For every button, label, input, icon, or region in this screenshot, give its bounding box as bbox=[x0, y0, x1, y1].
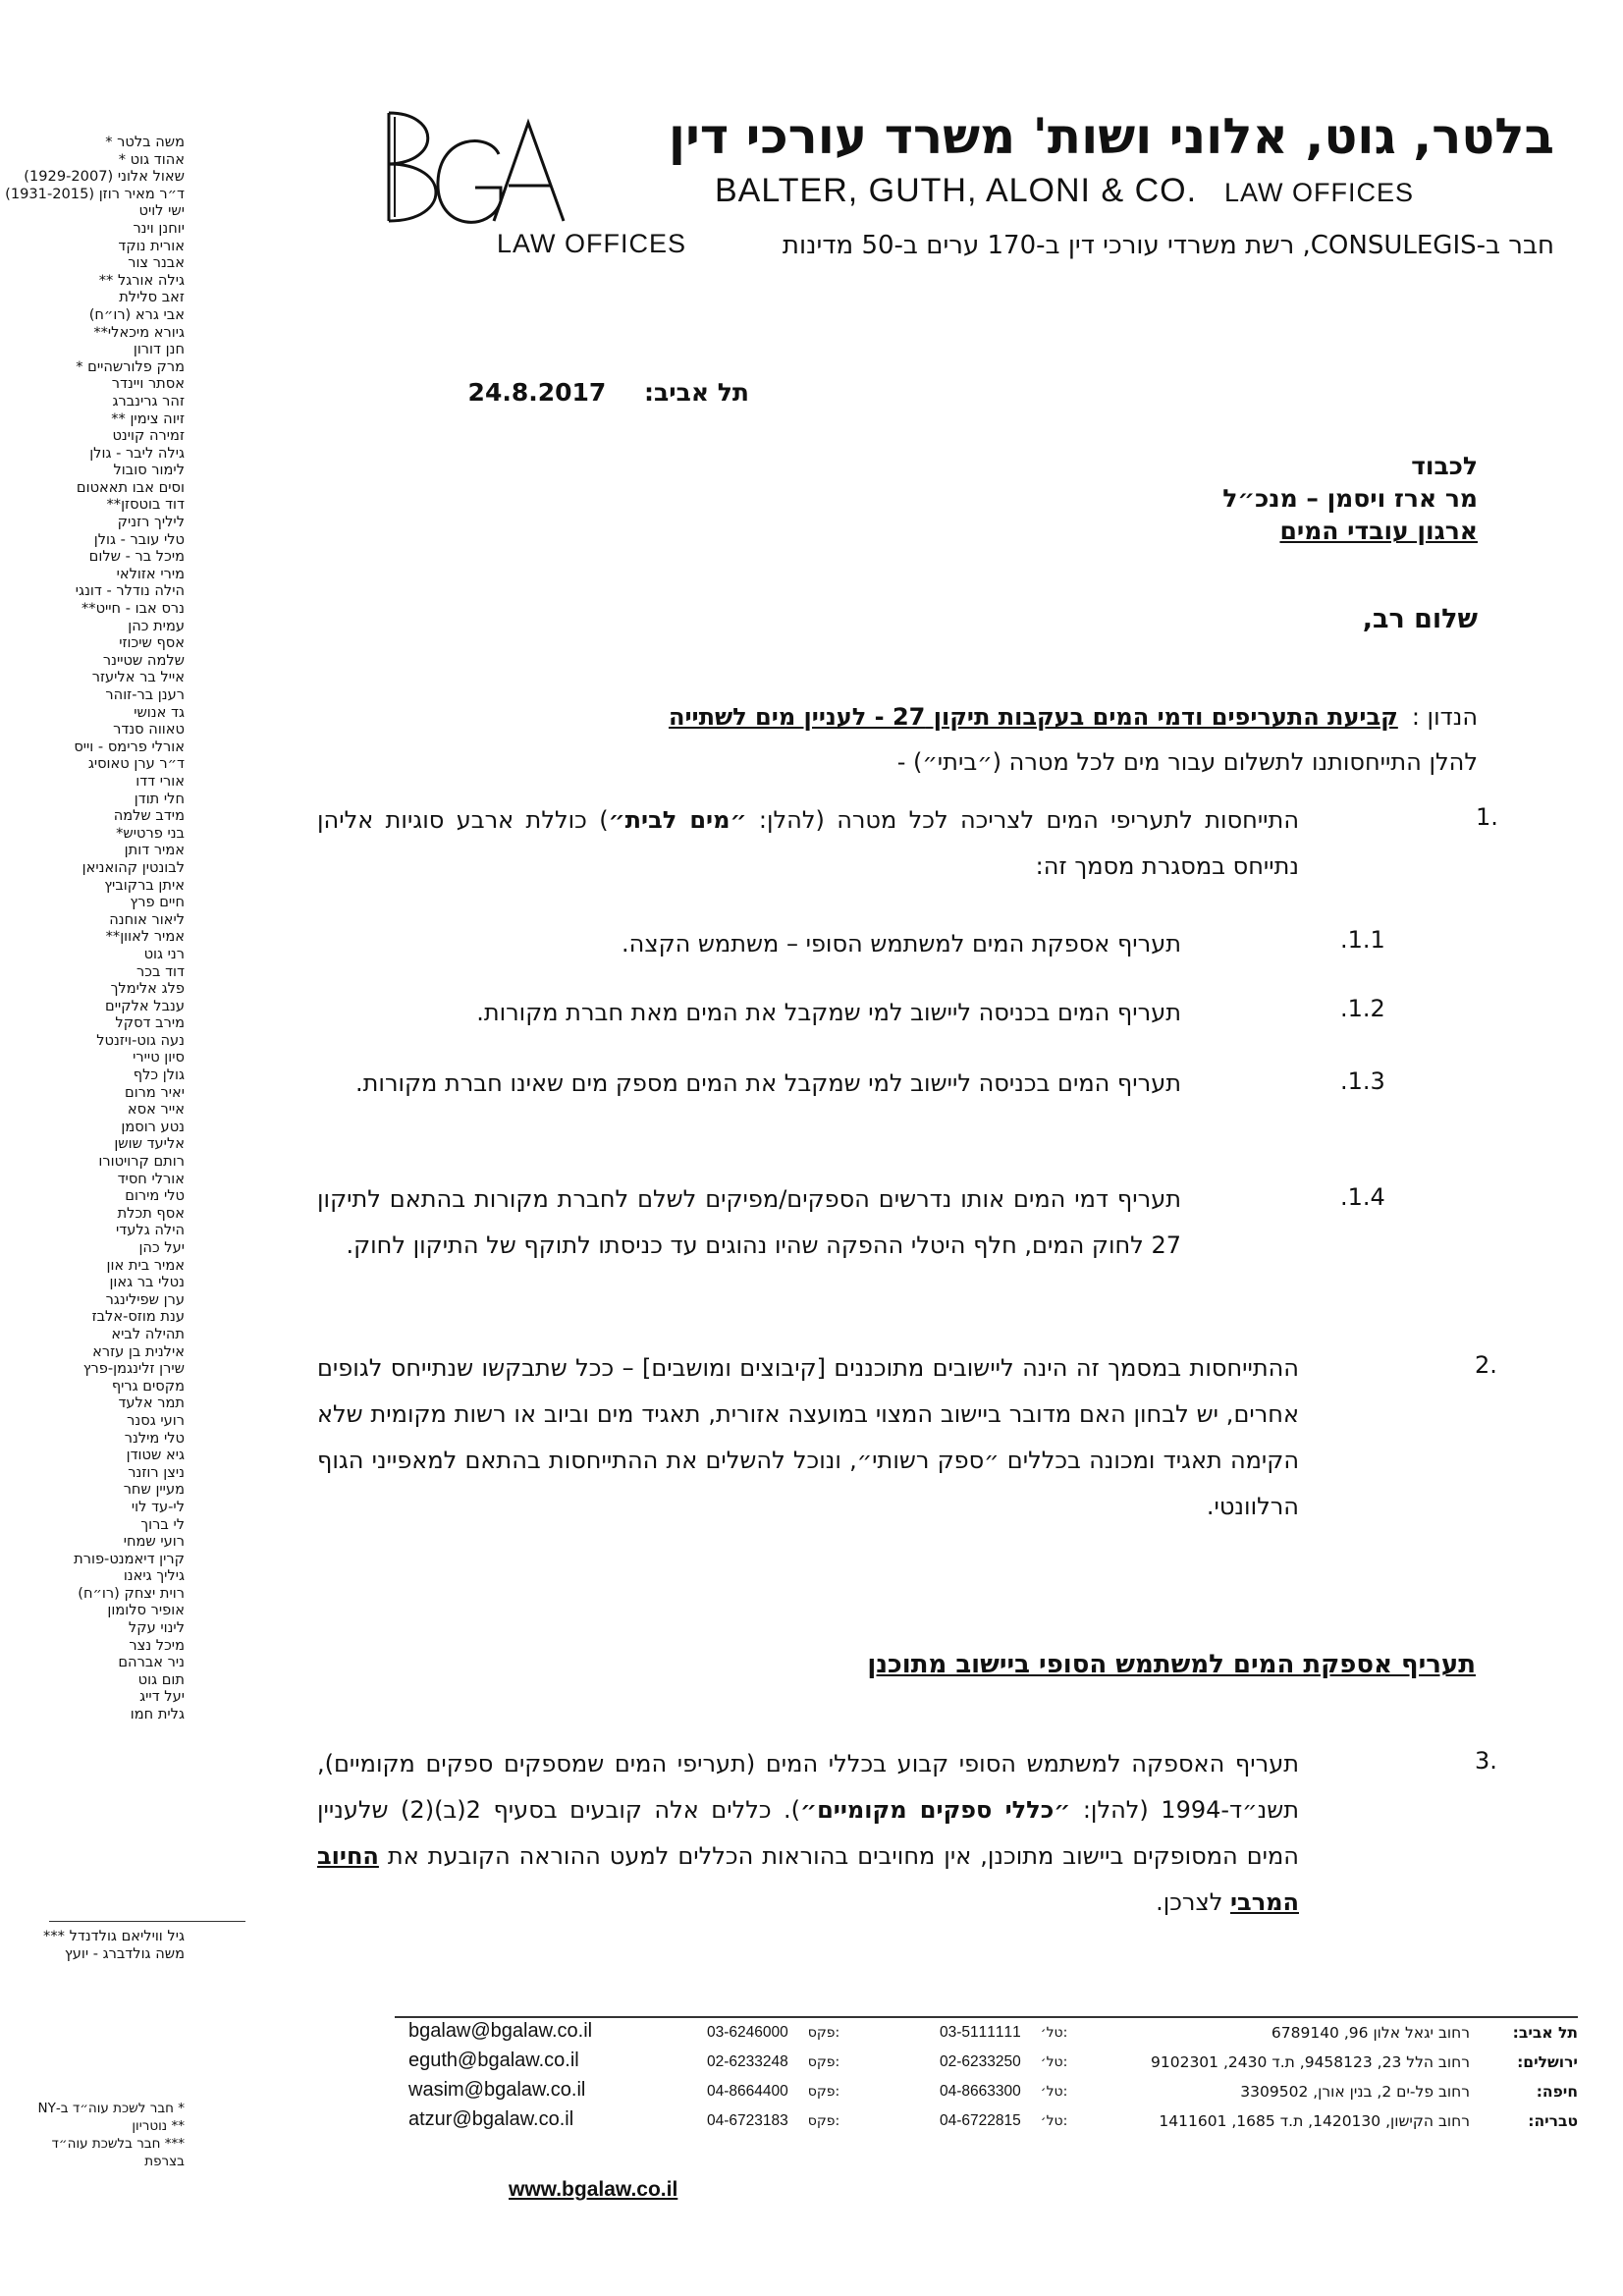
partner-name: שירן זלינגמן-פרץ bbox=[82, 1360, 185, 1378]
partner-name: יאיר מרום bbox=[125, 1083, 185, 1101]
partner-name: אבנר צור bbox=[128, 254, 185, 272]
website-link[interactable]: www.bgalaw.co.il bbox=[509, 2178, 678, 2201]
partner-name: חלי תודן bbox=[134, 790, 185, 807]
partner-name: מקסים גריף bbox=[111, 1377, 185, 1394]
partner-name: מירי אזולאי bbox=[116, 565, 185, 582]
office-address: רחוב יגאל אלון 96, 6789140 bbox=[1271, 2024, 1470, 2042]
footnote-line: בצרפת bbox=[144, 2154, 185, 2169]
partner-name: אליעד שושן bbox=[114, 1135, 185, 1153]
to-organization: ארגון עובדי המים bbox=[1279, 517, 1478, 545]
partner-name: מיכל נצר bbox=[129, 1636, 185, 1654]
partner-name: רענן בר-זוהר bbox=[105, 686, 185, 703]
partner-name: אייר אסא bbox=[127, 1101, 185, 1119]
partner-name: לי ברוך bbox=[140, 1515, 185, 1533]
office-email[interactable]: atzur@bgalaw.co.il bbox=[408, 2108, 574, 2130]
partner-name: ניצן רוזנר bbox=[128, 1463, 185, 1481]
p3-term: ״כללי ספקים מקומיים״ bbox=[800, 1796, 1071, 1824]
section-heading: תעריף אספקת המים למשתמש הסופי ביישוב מתוכנן bbox=[867, 1650, 1476, 1679]
partner-name: סיון טיירי bbox=[133, 1049, 185, 1066]
paragraph-number: .1.4 bbox=[1340, 1183, 1385, 1211]
partner-name: לבונטין קהואניאן bbox=[81, 858, 185, 876]
subject-intro: להלן התייחסותנו לתשלום עבור מים לכל מטרה (״ביתי״) - bbox=[896, 748, 1478, 776]
partner-name: עמית כהן bbox=[128, 617, 185, 634]
partner-name: אופיר סלומון bbox=[107, 1602, 185, 1619]
partner-name: גיליך גיאנו bbox=[123, 1567, 185, 1585]
footer-contacts bbox=[395, 2022, 1578, 2155]
membership-line: חבר ב-CONSULEGIS, רשת משרדי עורכי דין ב-170 ערים ב-50 מדינות bbox=[782, 231, 1554, 260]
office-address: רחוב פל-ים 2, בנין אורן, 3309502 bbox=[1240, 2083, 1470, 2101]
partner-name: גלית חמו bbox=[130, 1706, 185, 1723]
partner-name: לינוי עקל bbox=[128, 1619, 185, 1637]
partner-name: גד אנושי bbox=[134, 703, 185, 721]
phone-label: טל׳: bbox=[1040, 2113, 1068, 2129]
partner-name: אמיר בית און bbox=[106, 1256, 185, 1274]
paragraph-1-1: תעריף אספקת המים למשתמש הסופי – משתמש הקצה. bbox=[622, 930, 1181, 957]
office-fax bbox=[707, 2024, 923, 2042]
partner-name: אורלי פרימס - וייס bbox=[74, 738, 185, 755]
fax-label: פקס: bbox=[807, 2113, 840, 2129]
partner-name: מירב דסקל bbox=[115, 1014, 185, 1032]
partner-name: יעל כהן bbox=[138, 1239, 185, 1256]
partner-name: אייל בר אליעזר bbox=[91, 669, 185, 686]
partner-name: הילה נודלר - דונגי bbox=[75, 582, 185, 600]
letter-date: 24.8.2017 bbox=[467, 378, 607, 407]
partner-name: אורי דדו bbox=[135, 772, 185, 790]
partner-name: משה בלטר * bbox=[105, 134, 185, 150]
partner-name: נטע רוסמן bbox=[121, 1118, 185, 1135]
partner-name: רועי שמחי bbox=[123, 1533, 185, 1551]
partner-name: יוחנן וינר bbox=[133, 219, 185, 237]
partner-name: דוד בוטסזן** bbox=[106, 496, 185, 514]
partner-name: נעה גוט-ויזנטל bbox=[96, 1031, 185, 1049]
p3-text-a: תעריף האספקה למשתמש הסופי קבוע בכללי המים (תעריפי המים שמספקים ספקים מקומיים), תשנ״ד-1994 (להלן: bbox=[317, 1750, 1299, 1824]
partner-name: גילה אורגל ** bbox=[98, 271, 185, 289]
paragraph-1-4: תעריף דמי המים אותו נדרשים הספקים/מפיקים לשלם לחברת מקורות בהתאם לתיקון 27 לחוק המים, חלף היטלי ההפקה שהיו נהוגים עד כניסתו לתוקף של התיקון לחוק. bbox=[317, 1185, 1181, 1259]
partner-name: טלי עובר - גולן bbox=[93, 530, 185, 548]
partner-name: תום גוט bbox=[137, 1670, 185, 1688]
partner-name: נטלי בר גאון bbox=[109, 1274, 185, 1291]
office-phone bbox=[940, 2083, 1146, 2101]
paragraph-number: .1.1 bbox=[1340, 926, 1385, 954]
partner-name: אהוד גוט * bbox=[118, 150, 185, 168]
office-city: חיפה: bbox=[1536, 2083, 1578, 2101]
phone-label: טל׳: bbox=[1040, 2084, 1068, 2100]
fax-number: 04-8664400 bbox=[707, 2083, 788, 2100]
paragraph-3 bbox=[317, 1741, 1299, 1926]
paragraph-1 bbox=[317, 797, 1299, 890]
to-label: לכבוד bbox=[1411, 452, 1478, 480]
partner-name: מעיין שחר bbox=[123, 1481, 185, 1499]
office-address: רחוב הלל 23, 9458123, ת.ד 2430, 9102301 bbox=[1151, 2053, 1470, 2071]
footnote-line: * חבר לשכת עוה״ד ב-NY bbox=[37, 2101, 185, 2116]
partner-name: טלי מילנר bbox=[124, 1429, 185, 1447]
firm-name-en-suffix: LAW OFFICES bbox=[1224, 178, 1415, 207]
partner-name: זמירה קוינט bbox=[112, 427, 185, 445]
partner-name: ד״ר מאיר רוזן (1931-2015) bbox=[5, 185, 185, 202]
partner-name: מרק פלורשהיים * bbox=[76, 357, 185, 375]
office-city: ירושלים: bbox=[1517, 2053, 1578, 2071]
partner-name: גיא שטודן bbox=[126, 1447, 185, 1464]
partner-name: רועי גסנר bbox=[127, 1411, 185, 1429]
paragraph-number: 3. bbox=[1475, 1747, 1497, 1775]
partner-name: גיורא מיכאלי** bbox=[93, 323, 185, 341]
partner-name: אסתר ויינדר bbox=[111, 375, 185, 393]
p1-term: ״מים לבית״ bbox=[608, 806, 747, 834]
partner-name: חנן דורון bbox=[133, 341, 185, 358]
office-fax bbox=[707, 2112, 923, 2130]
phone-number: 04-6722815 bbox=[940, 2112, 1021, 2129]
office-city: תל אביב: bbox=[1512, 2024, 1578, 2042]
fax-label: פקס: bbox=[807, 2084, 840, 2100]
firm-name-en-main: BALTER, GUTH, ALONI & CO. bbox=[715, 172, 1198, 209]
footnote-line: *** חבר בלשכת עוה״ד bbox=[51, 2136, 185, 2152]
office-address: רחוב הקישון, 1420130, ת.ד 1685, 1411601 bbox=[1159, 2112, 1470, 2130]
office-city: טבריה: bbox=[1528, 2112, 1578, 2130]
p3-text-c: לצרכן. bbox=[1156, 1888, 1230, 1916]
paragraph-number: .1.3 bbox=[1340, 1067, 1385, 1095]
footer-divider bbox=[395, 2016, 1578, 2018]
partner-name: הילה גלעדי bbox=[116, 1222, 185, 1239]
to-name: מר ארז ויסמן – מנכ״ל bbox=[1222, 484, 1478, 513]
partner-name: זאב סלילת bbox=[119, 289, 185, 306]
p3-term-2: החיוב המרבי bbox=[317, 1842, 1299, 1916]
partner-name: מיכל בר - שלום bbox=[88, 548, 185, 566]
phone-label: טל׳: bbox=[1040, 2025, 1068, 2041]
firm-logo bbox=[381, 103, 685, 260]
footnote-line: ** נוטריון bbox=[132, 2118, 185, 2134]
phone-number: 02-6233250 bbox=[940, 2053, 1021, 2070]
partner-name: יעל דייג bbox=[139, 1688, 185, 1706]
partner-name: תמר אלעד bbox=[118, 1394, 185, 1412]
partner-name: דוד בכר bbox=[136, 962, 185, 980]
partner-name: קרין דיאמנט-פורת bbox=[74, 1550, 185, 1567]
recipient-block bbox=[1222, 450, 1478, 547]
partner-name: אסף שיכוזי bbox=[119, 634, 185, 652]
partner-name: נרס אבו - חייט** bbox=[81, 600, 185, 618]
office-email[interactable]: eguth@bgalaw.co.il bbox=[408, 2050, 579, 2071]
office-fax bbox=[707, 2053, 923, 2071]
partner-name: אילנית בן עזרא bbox=[92, 1342, 185, 1360]
office-fax bbox=[707, 2083, 923, 2101]
firm-name-hebrew: בלטר, גוט, אלוני ושות' משרד עורכי דין bbox=[668, 108, 1554, 165]
partner-name: ענבל אלקיים bbox=[105, 997, 185, 1014]
partner-name: ישי לויט bbox=[138, 202, 185, 220]
subject-line bbox=[669, 703, 1478, 731]
partner-name: פלג אלימלך bbox=[110, 980, 185, 998]
office-phone bbox=[940, 2053, 1146, 2071]
fax-number: 02-6233248 bbox=[707, 2053, 788, 2070]
partners-divider bbox=[49, 1921, 245, 1922]
partners-list bbox=[0, 134, 185, 1723]
partner-name: שלמה שטיינר bbox=[102, 651, 185, 669]
partner-name: אורית נוקד bbox=[118, 237, 185, 254]
date-line bbox=[468, 378, 749, 407]
p3-text-b: ). כללים אלה קובעים בסעיף 2(ב)(2) שלעניין המים המסופקים ביישוב מתוכנן, אין מחויבים בהוראות הכללים למעט ההוראה הקובעת את bbox=[317, 1796, 1299, 1870]
partner-name: זהר גרינברג bbox=[112, 392, 185, 410]
place-label: תל אביב: bbox=[644, 378, 749, 407]
partner-name: לי-עד לוי bbox=[131, 1498, 185, 1515]
paragraph-number: 1. bbox=[1476, 803, 1498, 831]
subject-label: הנדון : bbox=[1411, 703, 1478, 731]
partner-name: רוית יצחק (רו״ח) bbox=[78, 1584, 185, 1602]
partner-name: רותם קרויטורו bbox=[98, 1153, 185, 1171]
partner-name: ליליך רזניק bbox=[117, 514, 185, 531]
office-row bbox=[395, 2108, 1578, 2142]
partner-name: וסים אבו תאאטום bbox=[76, 478, 185, 496]
partner-name: ליאור אוחנה bbox=[109, 910, 185, 928]
greeting: שלום רב, bbox=[1362, 604, 1478, 634]
partner-name: ד״ר ערן טאוסיג bbox=[87, 755, 185, 773]
partner-name: שאול אלוני (1929-2007) bbox=[24, 168, 185, 186]
paragraph-1-3: תעריף המים בכניסה ליישוב למי שמקבל את המים מספק מים שאינו חברת מקורות. bbox=[355, 1069, 1181, 1097]
partner-name: גילה ליבר - גולן bbox=[89, 444, 185, 462]
office-phone bbox=[940, 2112, 1146, 2130]
partner-name: אבי גרא (רו״ח) bbox=[88, 305, 185, 323]
office-phone bbox=[940, 2024, 1146, 2042]
partner-name: משה גולדברג - יועץ bbox=[64, 1945, 185, 1962]
partner-name: גולן כלף bbox=[133, 1066, 185, 1084]
partner-name: בני פרטיש* bbox=[116, 824, 185, 842]
fax-number: 03-6246000 bbox=[707, 2024, 788, 2041]
firm-name-english bbox=[715, 172, 1414, 210]
p1-text-a: התייחסות לתעריפי המים לצריכה לכל מטרה (להלן: bbox=[746, 806, 1300, 834]
partner-name: לימור סובול bbox=[113, 462, 185, 479]
partner-name: ענת מוזס-אלבז bbox=[91, 1308, 185, 1326]
partner-name: אמיר לאוון** bbox=[105, 928, 185, 946]
partner-name: תהילה לביא bbox=[111, 1325, 185, 1342]
fax-label: פקס: bbox=[807, 2054, 840, 2070]
phone-number: 03-5111111 bbox=[940, 2024, 1021, 2041]
partner-name: טלי מירום bbox=[125, 1187, 185, 1205]
logo-caption: LAW OFFICES bbox=[497, 229, 687, 258]
partner-name: איתן ברקוביץ bbox=[104, 876, 185, 894]
partner-name: אורלי חסיד bbox=[117, 1170, 185, 1187]
partner-name: אסף תכלת bbox=[117, 1204, 185, 1222]
office-email[interactable]: wasim@bgalaw.co.il bbox=[408, 2079, 586, 2101]
partner-name: ניר אברהם bbox=[118, 1654, 185, 1671]
paragraph-1-2: תעריף המים בכניסה ליישוב למי שמקבל את המים מאת חברת מקורות. bbox=[476, 999, 1181, 1026]
paragraph-number: 2. bbox=[1475, 1351, 1497, 1379]
fax-number: 04-6723183 bbox=[707, 2112, 788, 2129]
p1-text-b: ) כוללת ארבע סוגיות אליהן נתייחס במסגרת מסמך זה: bbox=[317, 806, 1299, 880]
paragraph-2: ההתייחסות במסמך זה הינה ליישובים מתוכננים [קיבוצים ומושבים] – ככל שתבקשו שנתייחס לגופים אחרים, יש לבחון האם מדובר ביישוב המצוי במועצה אזורית, תאגיד מים וביוב או רשות מקומית שלא הקימה תאגיד ומכונה בכללים ״ספק רשותי״, ונוכל להשלים את ההתייחסות בהתאם למאפייני הגוף הרלוונטי. bbox=[317, 1354, 1299, 1520]
office-email[interactable]: bgalaw@bgalaw.co.il bbox=[408, 2020, 593, 2042]
partner-name: טאווה סנדר bbox=[113, 721, 185, 738]
fax-label: פקס: bbox=[807, 2025, 840, 2041]
phone-number: 04-8663300 bbox=[940, 2083, 1021, 2100]
partner-name: ערן שפילינגר bbox=[105, 1290, 185, 1308]
partner-name: מידב שלמה bbox=[113, 807, 185, 825]
partner-name: גיל וויליאם גולדנדל *** bbox=[43, 1928, 185, 1944]
partner-name: זיוה צימין ** bbox=[111, 410, 185, 427]
partner-name: אמיר דותן bbox=[124, 842, 185, 859]
phone-label: טל׳: bbox=[1040, 2054, 1068, 2070]
partner-name: חיים פרץ bbox=[130, 894, 185, 911]
partner-name: רני גוט bbox=[143, 945, 185, 962]
subject-text: קביעת התעריפים ודמי המים בעקבות תיקון 27 - לעניין מים לשתייה bbox=[668, 703, 1398, 731]
footnotes bbox=[38, 2100, 185, 2170]
paragraph-number: .1.2 bbox=[1340, 995, 1385, 1022]
partners-extra-list bbox=[43, 1928, 185, 1963]
